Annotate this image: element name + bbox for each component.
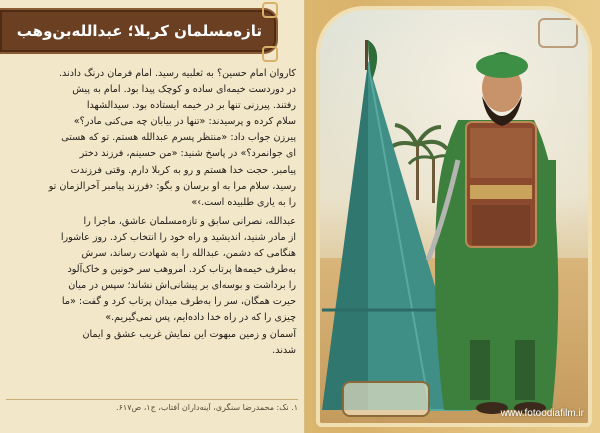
article-line: چیزی را که در راه خدا داده‌ایم، پس نمی‌گیریم.» bbox=[105, 312, 296, 324]
watermark-logo-icon bbox=[538, 18, 578, 48]
warrior-figure bbox=[428, 52, 558, 414]
article-line: پیامبر. حجت خدا هستم و رو به کربلا دارم. وقتی فرزندت bbox=[70, 164, 296, 176]
article-line: سلام کرده و پرسیدند: «تنها در بیابان چه می‌کنی مادر؟» bbox=[73, 116, 296, 128]
article-line: رسید، سلام مرا به او برسان و بگو: ‹فرزند پیامبر آخرالزمان تو bbox=[48, 180, 296, 192]
article-line: را به یاری طلبیده است.›» bbox=[191, 196, 296, 208]
article-title: تازه‌مسلمان کربلا؛ عبدالله‌بن‌وهب bbox=[16, 22, 262, 40]
footnote-divider bbox=[6, 399, 298, 400]
article-line: از مادر شنید، اندیشید و راه خود را انتخاب کرد. روز عاشورا bbox=[60, 231, 296, 243]
article-line: حیرت همگان، سر را به‌طرف میدان پرتاب کرد و گفت: «ما bbox=[61, 296, 296, 308]
article-line: آسمان و زمین مبهوت این نمایش غریب عشق و ایمان bbox=[82, 328, 296, 340]
article-line: در دوردست خیمه‌ای ساده و کوچک پیدا بود. امام به پیش bbox=[72, 84, 296, 96]
article-title-bar bbox=[0, 8, 278, 54]
site-watermark: www.fotoodiafilm.ir bbox=[500, 408, 584, 419]
footnote: ۱. نک: محمدرضا سنگری، آینه‌داران آفتاب، ج۱، ص۶۱۷. bbox=[116, 403, 298, 412]
article-line: رفتند. پیرزنی تنها بر در خیمه ایستاده بود. سیدالشهدا bbox=[86, 100, 296, 112]
article-line: ای جوانمرد؟» در پاسخ شنید: «من حسینم، فرزند دختر bbox=[79, 148, 296, 160]
article-body bbox=[0, 66, 300, 396]
illustration-frame bbox=[316, 6, 592, 427]
article-line: کاروان امام حسین؟ به ثعلبیه رسید. امام فرمان درنگ دادند. bbox=[58, 68, 296, 79]
illustration-scene bbox=[320, 10, 588, 423]
article-line: عبدالله، نصرانی سابق و تازه‌مسلمان عاشق، ماجرا را bbox=[83, 215, 296, 227]
article-line: پیرزن جواب داد: «منتظر پسرم عبدالله هستم. تو که هستی bbox=[61, 132, 296, 144]
article-line: به‌طرف خیمه‌ها پرتاب کرد. امروهب سر خونین و خاک‌آلود bbox=[67, 264, 296, 276]
title-ornament-icon bbox=[262, 46, 278, 62]
title-ornament-icon bbox=[262, 2, 278, 18]
article-line: هنگامی که دشمن، عبدالله را به شهادت رساند، سرش bbox=[81, 248, 296, 260]
article-line: را برداشت و بوسه‌ای بر پیشانی‌اش نشاند؛ سپس در میان bbox=[68, 280, 296, 292]
article-line: شدند. bbox=[272, 344, 296, 356]
brand-logo-icon bbox=[342, 381, 430, 417]
